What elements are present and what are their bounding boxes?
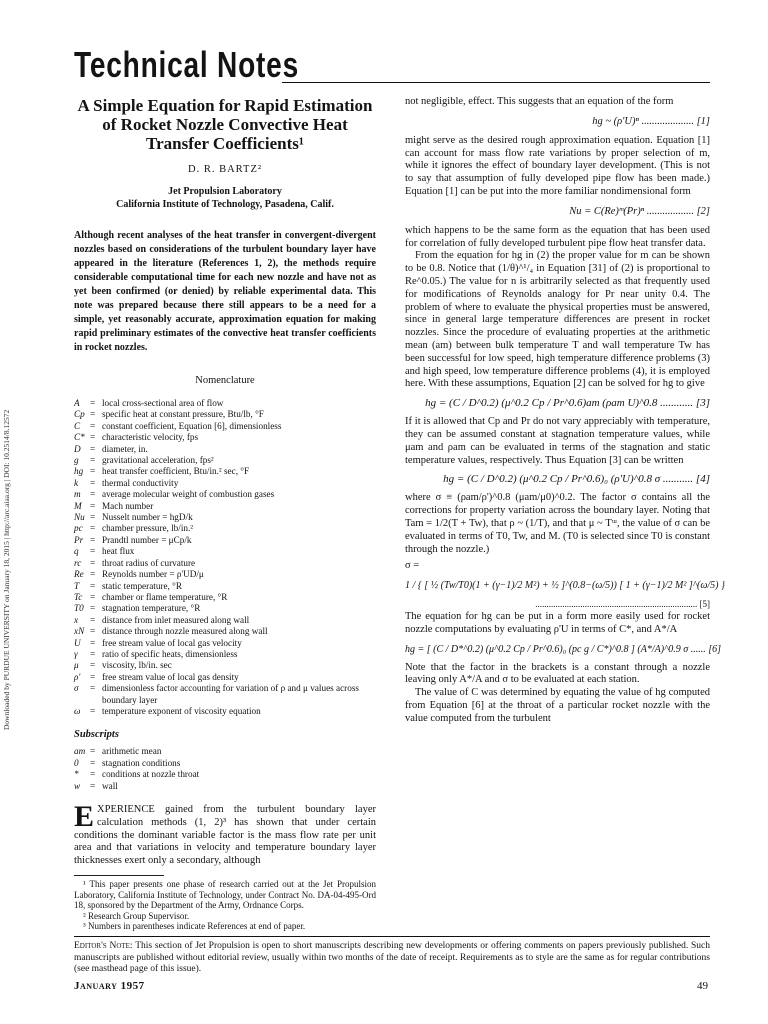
author-affiliation (74, 185, 376, 211)
nomenclature-definition: distance from inlet measured along wall (102, 614, 250, 625)
drop-cap: E (74, 800, 95, 833)
nomenclature-item (74, 455, 376, 466)
nomenclature-definition: ratio of specific heats, dimensionless (102, 648, 238, 659)
nomenclature-item (74, 649, 376, 660)
subscript-item (74, 758, 376, 769)
nomenclature-equals: = (90, 603, 96, 614)
nomenclature-item (74, 421, 376, 432)
nomenclature-symbol: C* (74, 432, 85, 443)
nomenclature-definition: heat flux (102, 546, 135, 557)
nomenclature-item (74, 581, 376, 592)
footnote-2: ² Research Group Supervisor. (83, 910, 190, 921)
nomenclature-item (74, 535, 376, 546)
article-author: D. R. BARTZ² (187, 164, 263, 175)
nomenclature-item (74, 444, 376, 455)
nomenclature-item (74, 626, 376, 637)
abstract: Although recent analyses of the heat transfer in convergent-divergent nozzles based on considerations of the turbulent boundary layer have appeared in the literature (References 1, 2), the methods require considerable computational time for each new nozzle and have not as yet been confirmed (or denied) by reliable experimental data. This note was prepared because there still appears to be a need for a simple, yet reasonably accurate, approximation equation for making rapid preliminary estimates of the convective heat transfer coefficients in rocket nozzles. (74, 230, 376, 353)
nomenclature-equals: = (90, 546, 96, 557)
nomenclature-symbol: m (74, 489, 81, 500)
article-title: A Simple Equation for Rapid Estimation of Rocket Nozzle Convective Heat Transfer Coefficients¹ (77, 96, 373, 153)
header-rule (282, 82, 710, 83)
nomenclature-equals: = (90, 660, 96, 671)
nomenclature-symbol: M (74, 500, 82, 511)
nomenclature-equals: = (90, 557, 96, 568)
paragraph-3: which happens to be the same form as the equation that has been used for correlation of fully developed turbulent pipe flow heat transfer data. (405, 224, 710, 249)
nomenclature-definition: Mach number (102, 500, 154, 511)
subscript-equals: = (90, 746, 96, 757)
nomenclature-symbol: U (74, 637, 81, 648)
nomenclature-definition: throat radius of curvature (102, 557, 196, 568)
equation-4: hg = (C / D^0.2) (μ^0.2 Cp / Pr^0.6)₀ (ρ'U)^0.8 σ ........... [4] (443, 473, 710, 486)
nomenclature-symbol: q (74, 546, 79, 557)
equation-1: hg ~ (ρ'U)ⁿ .................... [1] (592, 115, 710, 127)
nomenclature-equals: = (90, 512, 96, 523)
sigma-label: σ = (405, 560, 420, 572)
nomenclature-equals: = (90, 432, 96, 443)
nomenclature-symbol: rc (74, 557, 82, 568)
subscript-definition: conditions at nozzle throat (102, 769, 200, 780)
editors-note-text: This section of Jet Propulsion is open to short manuscripts describing new developments or offering comments on papers previously published. Such manuscripts are published without editorial review, usually within two months of the date of receipt. Requirements as to style are the same as for regular contributions (see masthead page of this issue). (74, 941, 710, 974)
paragraph-6: where σ ≡ (ρam/ρ')^0.8 (μam/μ0)^0.2. The factor σ contains all the corrections for property variation across the boundary layer. Noting that Tam = 1/2(T + Tw), that ρ ~ (1/T), and that μ ~ Tᵚ, the value of σ can be evaluated in terms of T0, Tw, and M. (T0 is selected since T0 is constant through the nozzle.) (405, 492, 710, 555)
subscript-definition: stagnation conditions (102, 757, 181, 768)
editors-note (74, 936, 710, 976)
nomenclature-equals: = (90, 626, 96, 637)
section-title: Technical Notes (74, 44, 299, 85)
nomenclature-item (74, 409, 376, 420)
nomenclature-definition: characteristic velocity, fps (102, 432, 199, 443)
subscript-item (74, 746, 376, 757)
right-column (405, 96, 725, 725)
nomenclature-symbol: T0 (74, 603, 84, 614)
footnote-rule (74, 875, 164, 876)
nomenclature-equals: = (90, 671, 96, 682)
nomenclature-equals: = (90, 705, 96, 716)
nomenclature-item (74, 603, 376, 614)
nomenclature-definition: chamber or flame temperature, °R (102, 591, 228, 602)
subscript-symbol: am (74, 746, 86, 757)
nomenclature-equals: = (90, 683, 96, 694)
nomenclature-symbol: x (74, 614, 79, 625)
nomenclature-item (74, 638, 376, 649)
nomenclature-definition: average molecular weight of combustion gases (102, 489, 275, 500)
intro-paragraph (74, 800, 376, 868)
footnote-3: ³ Numbers in parentheses indicate References at end of paper. (83, 921, 306, 932)
nomenclature-symbol: Pr (74, 534, 84, 545)
paragraph-9: The value of C was determined by equating the value of hg computed from Equation [6] at the throat of a particular rocket nozzle with the value computed from the turbulent (405, 687, 710, 724)
nomenclature-symbol: Tc (74, 591, 83, 602)
subscript-equals: = (90, 757, 96, 768)
nomenclature-symbol: pc (74, 523, 83, 534)
affiliation-line-2: California Institute of Technology, Pasadena, Calif. (116, 199, 334, 210)
subscript-symbol: w (74, 780, 81, 791)
nomenclature-equals: = (90, 614, 96, 625)
nomenclature-equals: = (90, 534, 96, 545)
nomenclature-definition: constant coefficient, Equation [6], dimensionless (102, 420, 282, 431)
nomenclature-item (74, 489, 376, 500)
nomenclature-equals: = (90, 523, 96, 534)
nomenclature-definition: Prandtl number = μCp/k (102, 534, 192, 545)
nomenclature-item (74, 615, 376, 626)
nomenclature-symbol: C (74, 420, 81, 431)
subscript-equals: = (90, 780, 96, 791)
equation-6: hg = [ (C / D*^0.2) (μ^0.2 Cp / Pr^0.6)₀ (pc g / C*)^0.8 ] (A*/A)^0.9 σ ...... [6] (405, 643, 721, 655)
nomenclature-item (74, 501, 376, 512)
nomenclature-definition: free stream value of local gas velocity (102, 637, 242, 648)
nomenclature-item (74, 523, 376, 534)
nomenclature-heading: Nomenclature (195, 375, 255, 386)
subscript-item (74, 769, 376, 780)
nomenclature-symbol: Re (74, 569, 84, 580)
nomenclature-symbol: ω (74, 705, 81, 716)
nomenclature-item (74, 398, 376, 409)
section-header (74, 44, 710, 88)
nomenclature-equals: = (90, 409, 96, 420)
nomenclature-definition: static temperature, °R (102, 580, 182, 591)
nomenclature-equals: = (90, 477, 96, 488)
footnote-1: ¹ This paper presents one phase of research carried out at the Jet Propulsion Laboratory, California Institute of Technology, under Contract No. DA-04-495-Ord 18, sponsored by the Department of the Army, Ordnance Corps. (74, 878, 376, 911)
nomenclature-symbol: Nu (74, 512, 85, 523)
left-column (74, 96, 376, 932)
nomenclature-equals: = (90, 500, 96, 511)
paragraph-2: might serve as the desired rough approximation equation. Equation [1] can account for mass flow rate variations by proper selection of m, while it ignores the effect of boundary layer development. (This is not to say that assumption of fully developed pipe flow has been made.) Equation [1] can be put into the more familiar nondimensional form (405, 134, 710, 197)
nomenclature-equals: = (90, 455, 96, 466)
intro-text: XPERIENCE gained from the turbulent boundary layer calculation methods (1, 2)³ has shown that under certain conditions the dominant variable factor is the mass flow rate per unit area and that variations in velocity and temperature boundary layer thicknesses exert only a secondary, although (74, 804, 376, 867)
equation-3: hg = (C / D^0.2) (μ^0.2 Cp / Pr^0.6)am (ρam U)^0.8 ............ [3] (425, 397, 710, 410)
nomenclature-symbol: A (74, 398, 80, 408)
paragraph-5: If it is allowed that Cp and Pr do not vary appreciably with temperature, they can be assumed constant at stagnation temperature values, while μam and ρam can be evaluated in terms of the stagnation and static temperature values, respectively. Thus Equation [3] can be written (405, 416, 710, 466)
nomenclature-item (74, 478, 376, 489)
nomenclature-definition: specific heat at constant pressure, Btu/lb, °F (102, 409, 264, 420)
nomenclature-definition: Nusselt number = hgD/k (102, 512, 193, 523)
nomenclature-item (74, 466, 376, 477)
nomenclature-item (74, 558, 376, 569)
nomenclature-definition: gravitational acceleration, fps² (102, 455, 214, 466)
nomenclature-item (74, 546, 376, 557)
nomenclature-definition: chamber pressure, lb/in.² (102, 523, 194, 534)
nomenclature-definition: viscosity, lb/in. sec (102, 660, 172, 671)
issue-date: January 1957 (74, 980, 145, 992)
subscript-definition: wall (102, 780, 118, 791)
nomenclature-symbol: k (74, 477, 79, 488)
nomenclature-item (74, 660, 376, 671)
nomenclature-definition: stagnation temperature, °R (102, 603, 201, 614)
nomenclature-equals: = (90, 489, 96, 500)
equation-2: Nu = C(Re)ᵐ(Pr)ⁿ .................. [2] (569, 205, 710, 217)
nomenclature-item (74, 706, 376, 717)
nomenclature-definition: thermal conductivity (102, 477, 179, 488)
nomenclature-symbol: Cp (74, 409, 85, 420)
nomenclature-definition: free stream value of local gas density (102, 671, 239, 682)
nomenclature-symbol: ρ' (74, 671, 81, 682)
subscript-equals: = (90, 769, 96, 780)
paragraph-8: Note that the factor in the brackets is a constant through a nozzle leaving only A*/A and σ to be evaluated at each station. (405, 661, 710, 686)
equation-5: 1 / { [ ½ (Tw/T0)(1 + (γ−1)/2 M²) + ½ ]^(0.8−(ω/5)) [ 1 + (γ−1)/2 M² ]^(ω/5) } (405, 580, 725, 592)
nomenclature-equals: = (90, 637, 96, 648)
nomenclature-equals: = (90, 443, 96, 454)
nomenclature-list (74, 398, 376, 717)
nomenclature-item (74, 569, 376, 580)
nomenclature-symbol: σ (74, 683, 79, 694)
nomenclature-symbol: γ (74, 648, 78, 659)
subscripts-list (74, 746, 376, 792)
page-number: 49 (697, 980, 708, 992)
nomenclature-symbol: xN (74, 626, 85, 637)
nomenclature-equals: = (90, 591, 96, 602)
nomenclature-item (74, 432, 376, 443)
nomenclature-definition: distance through nozzle measured along wall (102, 626, 268, 637)
equation-5-number: ........................................................................ [5] (535, 599, 710, 610)
download-watermark: Downloaded by PURDUE UNIVERSITY on January 18, 2015 | http://arc.aiaa.org | DOI: 10.2514/8.12572 (2, 409, 11, 730)
nomenclature-item (74, 592, 376, 603)
nomenclature-definition: temperature exponent of viscosity equation (102, 705, 261, 716)
nomenclature-item (74, 672, 376, 683)
nomenclature-definition: Reynolds number = ρ'UD/μ (102, 569, 204, 580)
nomenclature-symbol: μ (74, 660, 79, 671)
editors-note-lead: Editor's Note: (74, 941, 133, 951)
paragraph-1: not negligible, effect. This suggests that an equation of the form (405, 96, 674, 107)
nomenclature-definition: heat transfer coefficient, Btu/in.² sec, °F (102, 466, 250, 477)
nomenclature-definition: diameter, in. (102, 443, 148, 454)
subscript-definition: arithmetic mean (102, 746, 162, 757)
nomenclature-symbol: hg (74, 466, 84, 477)
paragraph-4: From the equation for hg in (2) the proper value for m can be shown to be 0.8. Notice that (1/θ)^¹/₄ in Equation [31] of (2) is proportional to Re^0.05.) The value for n is arbitrarily selected as that frequently used for modifications of Reynolds analogy for Pr near unity 0.4. The problem of where to evaluate the physical properties must be answered, since in general large temperature differences are present in rocket nozzles. Since the procedure of evaluating properties at the arithmetic mean (am) between bulk temperature T and wall temperature Tw has been successful for low speed, high temperature difference problems (3) and high speed, low temperature difference problems (4), it is employed here. With these assumptions, Equation [2] can be solved for hg to give (405, 250, 710, 390)
nomenclature-equals: = (90, 648, 96, 659)
subscripts-heading: Subscripts (74, 729, 119, 741)
nomenclature-symbol: T (74, 580, 80, 591)
nomenclature-definition: dimensionless factor accounting for variation of ρ and μ values across boundary layer (102, 683, 359, 705)
subscript-symbol: * (74, 769, 79, 780)
affiliation-line-1: Jet Propulsion Laboratory (168, 186, 282, 197)
nomenclature-equals: = (90, 580, 96, 591)
nomenclature-equals: = (90, 420, 96, 431)
nomenclature-equals: = (90, 466, 96, 477)
nomenclature-equals: = (90, 398, 96, 408)
nomenclature-definition: local cross-sectional area of flow (102, 398, 224, 408)
paragraph-7: The equation for hg can be put in a form more easily used for rocket nozzle computations by evaluating ρ'U in terms of C*, and A*/A (405, 610, 710, 635)
subscript-item (74, 781, 376, 792)
nomenclature-equals: = (90, 569, 96, 580)
nomenclature-symbol: g (74, 455, 79, 466)
nomenclature-item (74, 512, 376, 523)
subscript-symbol: 0 (74, 757, 79, 768)
nomenclature-symbol: D (74, 443, 81, 454)
nomenclature-item (74, 683, 376, 706)
